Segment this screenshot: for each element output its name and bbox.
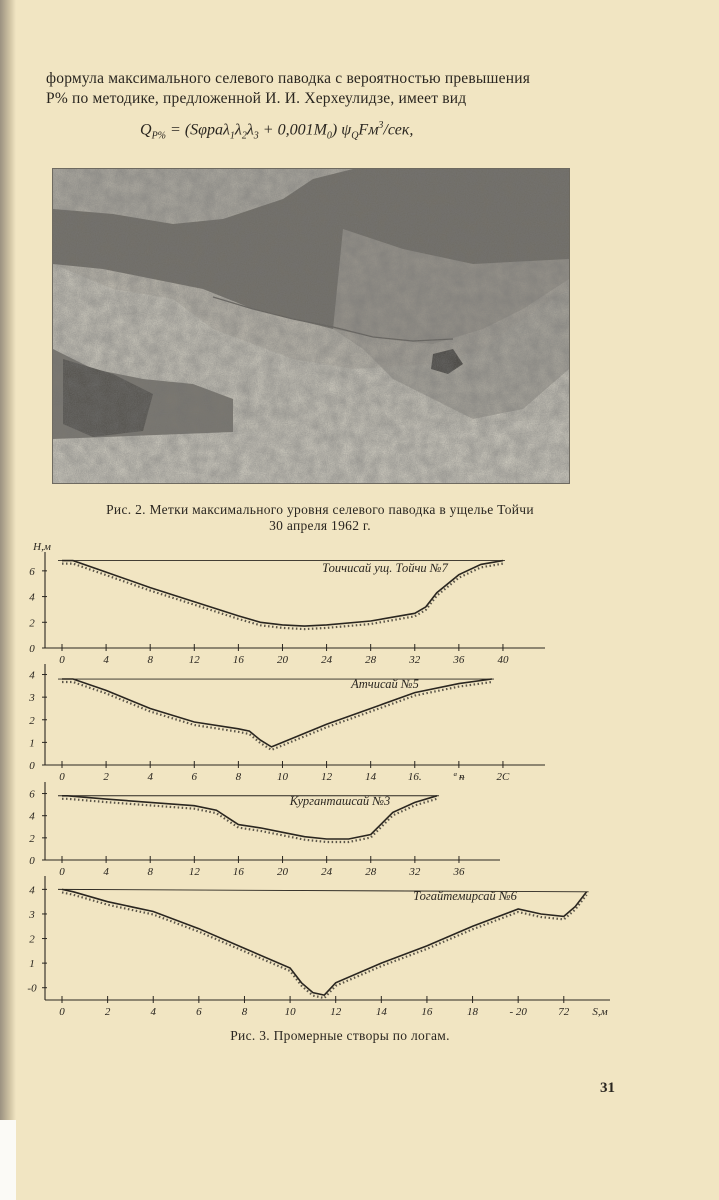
figure-3-caption: Рис. 3. Промерные створы по логам. [230, 1028, 450, 1043]
profile-2-x-tick-label: 4 [147, 771, 153, 783]
page-edge [0, 1120, 16, 1200]
profile-4-x-tick-label: 10 [284, 1006, 296, 1018]
profile-4-x-tick-label: 72 [558, 1006, 570, 1018]
profile-3-x-tick-label: 36 [453, 866, 465, 878]
formula-end: Fм [358, 121, 379, 139]
profile-1-x-tick-label: 36 [453, 654, 465, 666]
profile-3-x-tick-label: 12 [188, 866, 200, 878]
profile-2-y-tick-label: 4 [29, 669, 35, 682]
profile-2-x-tick-label: 2 [103, 771, 109, 783]
gorge-photograph [52, 168, 570, 484]
profile-1-y-tick-label: 6 [29, 565, 35, 578]
profile-3-x-tick-label: 28 [365, 866, 377, 878]
profile-3-x-tick-label: 0 [59, 866, 65, 878]
profile-3-name: Курганташсай №3 [289, 794, 391, 808]
formula-l3: 3 [253, 130, 259, 142]
formula-l1: 1 [229, 130, 235, 142]
profile-2-x-tick-label: 8 [235, 771, 242, 783]
formula-body: = (Sφpaλ [166, 121, 230, 139]
profile-4-bed-line [62, 889, 587, 995]
profile-4-x-tick-label: 18 [467, 1006, 479, 1018]
profile-1-name: Тоичисай ущ. Тойчи №7 [322, 561, 448, 575]
profile-1-y-tick-label: 4 [29, 591, 35, 604]
figure-2-caption-line-2: 30 апреля 1962 г. [269, 518, 371, 533]
profile-1-x-tick-label: 0 [59, 654, 65, 666]
page-number: 31 [600, 1080, 615, 1096]
profile-1-x-tick-label: 20 [276, 654, 288, 666]
profile-2-x-tick-label: 12 [321, 771, 333, 783]
formula-q: Q [140, 121, 152, 139]
profile-2-y-tick-label: 2 [29, 714, 35, 727]
profile-4-y-tick-label: -0 [27, 982, 37, 995]
formula-exp: 3 [378, 120, 384, 131]
profile-2-bed-line [62, 679, 492, 747]
cross-section-profiles [0, 530, 719, 1030]
profile-3-x-tick-label: 4 [103, 866, 109, 878]
profile-2-x-tick-label: ª ᵰ [453, 771, 465, 783]
profile-2-y-tick-label: 3 [29, 692, 35, 705]
formula-q-sub: P% [151, 130, 167, 142]
formula-l2: 2 [241, 130, 247, 142]
profile-4-y-tick-label: 4 [29, 884, 35, 897]
profile-4-x-tick-label: 2 [104, 1006, 111, 1018]
paragraph-line-2-text: P% по методике, предложенной И. И. Херхеулидзе, имеет вид [46, 90, 467, 107]
figure-2-caption-line-1: Рис. 2. Метки максимального уровня селевого паводка в ущелье Тойчи [106, 502, 534, 517]
profile-4-y-tick-label: 3 [29, 908, 35, 921]
profile-3-y-tick-label: 4 [29, 810, 35, 823]
profile-3-x-tick-label: 16 [232, 866, 244, 878]
paragraph-line-1: формула максимального селевого паводка с вероятностью превышения [46, 70, 531, 87]
profile-2-x-tick-label: 14 [365, 771, 377, 783]
profile-2-y-tick-label: 0 [29, 760, 35, 772]
profile-3-x-tick-label: 32 [409, 866, 421, 878]
profile-1-x-tick-label: 12 [188, 654, 200, 666]
profile-1-x-tick-label: 8 [147, 654, 153, 666]
formula-l2-pre: λ [234, 121, 242, 139]
formula-m0: 0 [326, 130, 332, 142]
profile-4-x-tick-label: 0 [59, 1006, 65, 1018]
profile-1-x-tick-label: 16 [232, 654, 244, 666]
profile-2-x-tick-label: 2С [496, 771, 510, 783]
formula-unit: /сек, [383, 121, 414, 139]
formula-psi-sub: Q [351, 130, 359, 142]
formula [140, 120, 413, 142]
profile-3-x-tick-label: 20 [277, 866, 289, 878]
formula-tail: ) ψ [331, 121, 352, 139]
profile-1-y-tick-label: 2 [29, 617, 35, 630]
profile-4-x-tick-label: 8 [241, 1006, 248, 1018]
profile-4-x-tick-label: 16 [421, 1006, 433, 1018]
y-axis-unit-label: Н,м [33, 541, 51, 553]
profile-1-x-tick-label: 40 [497, 654, 509, 666]
profile-2-y-tick-label: 1 [29, 737, 35, 750]
profile-2-bed-hatching [62, 682, 492, 750]
profile-1-y-tick-label: 0 [29, 643, 35, 655]
profile-1-x-tick-label: 32 [409, 654, 421, 666]
profile-4-x-tick-label: 12 [330, 1006, 342, 1018]
profile-3-x-tick-label: 24 [321, 866, 333, 878]
profile-4-x-tick-label: - 20 [509, 1006, 527, 1018]
profile-4-name: Тогайтемирсай №6 [413, 889, 517, 903]
profile-3-y-tick-label: 6 [29, 788, 35, 801]
profile-4-x-tick-label: 14 [375, 1006, 387, 1018]
profile-3-y-tick-label: 0 [29, 855, 35, 867]
profile-2-x-tick-label: 6 [191, 771, 198, 783]
profile-2-name: Атчисай №5 [351, 677, 419, 691]
formula-l3-pre: λ [246, 121, 254, 139]
profile-1-x-tick-label: 24 [321, 654, 333, 666]
profile-4-x-tick-label: 6 [196, 1006, 202, 1018]
profile-3-x-tick-label: 8 [147, 866, 153, 878]
profile-2-x-tick-label: 0 [59, 771, 65, 783]
profile-1-x-tick-label: 4 [103, 654, 109, 666]
x-axis-unit-label: S,м [592, 1006, 608, 1018]
profile-2-x-tick-label: 16. [407, 771, 422, 783]
profile-1-x-tick-label: 28 [365, 654, 377, 666]
formula-mid: + 0,001M [258, 121, 327, 139]
photo-drawing [53, 169, 569, 483]
profile-2-x-tick-label: 10 [276, 771, 288, 783]
profile-3-y-tick-label: 2 [29, 832, 35, 845]
profile-4-y-tick-label: 2 [29, 933, 35, 946]
profile-4-x-tick-label: 4 [150, 1006, 156, 1018]
paragraph-line-2 [46, 90, 466, 108]
profile-4-y-tick-label: 1 [29, 958, 35, 971]
